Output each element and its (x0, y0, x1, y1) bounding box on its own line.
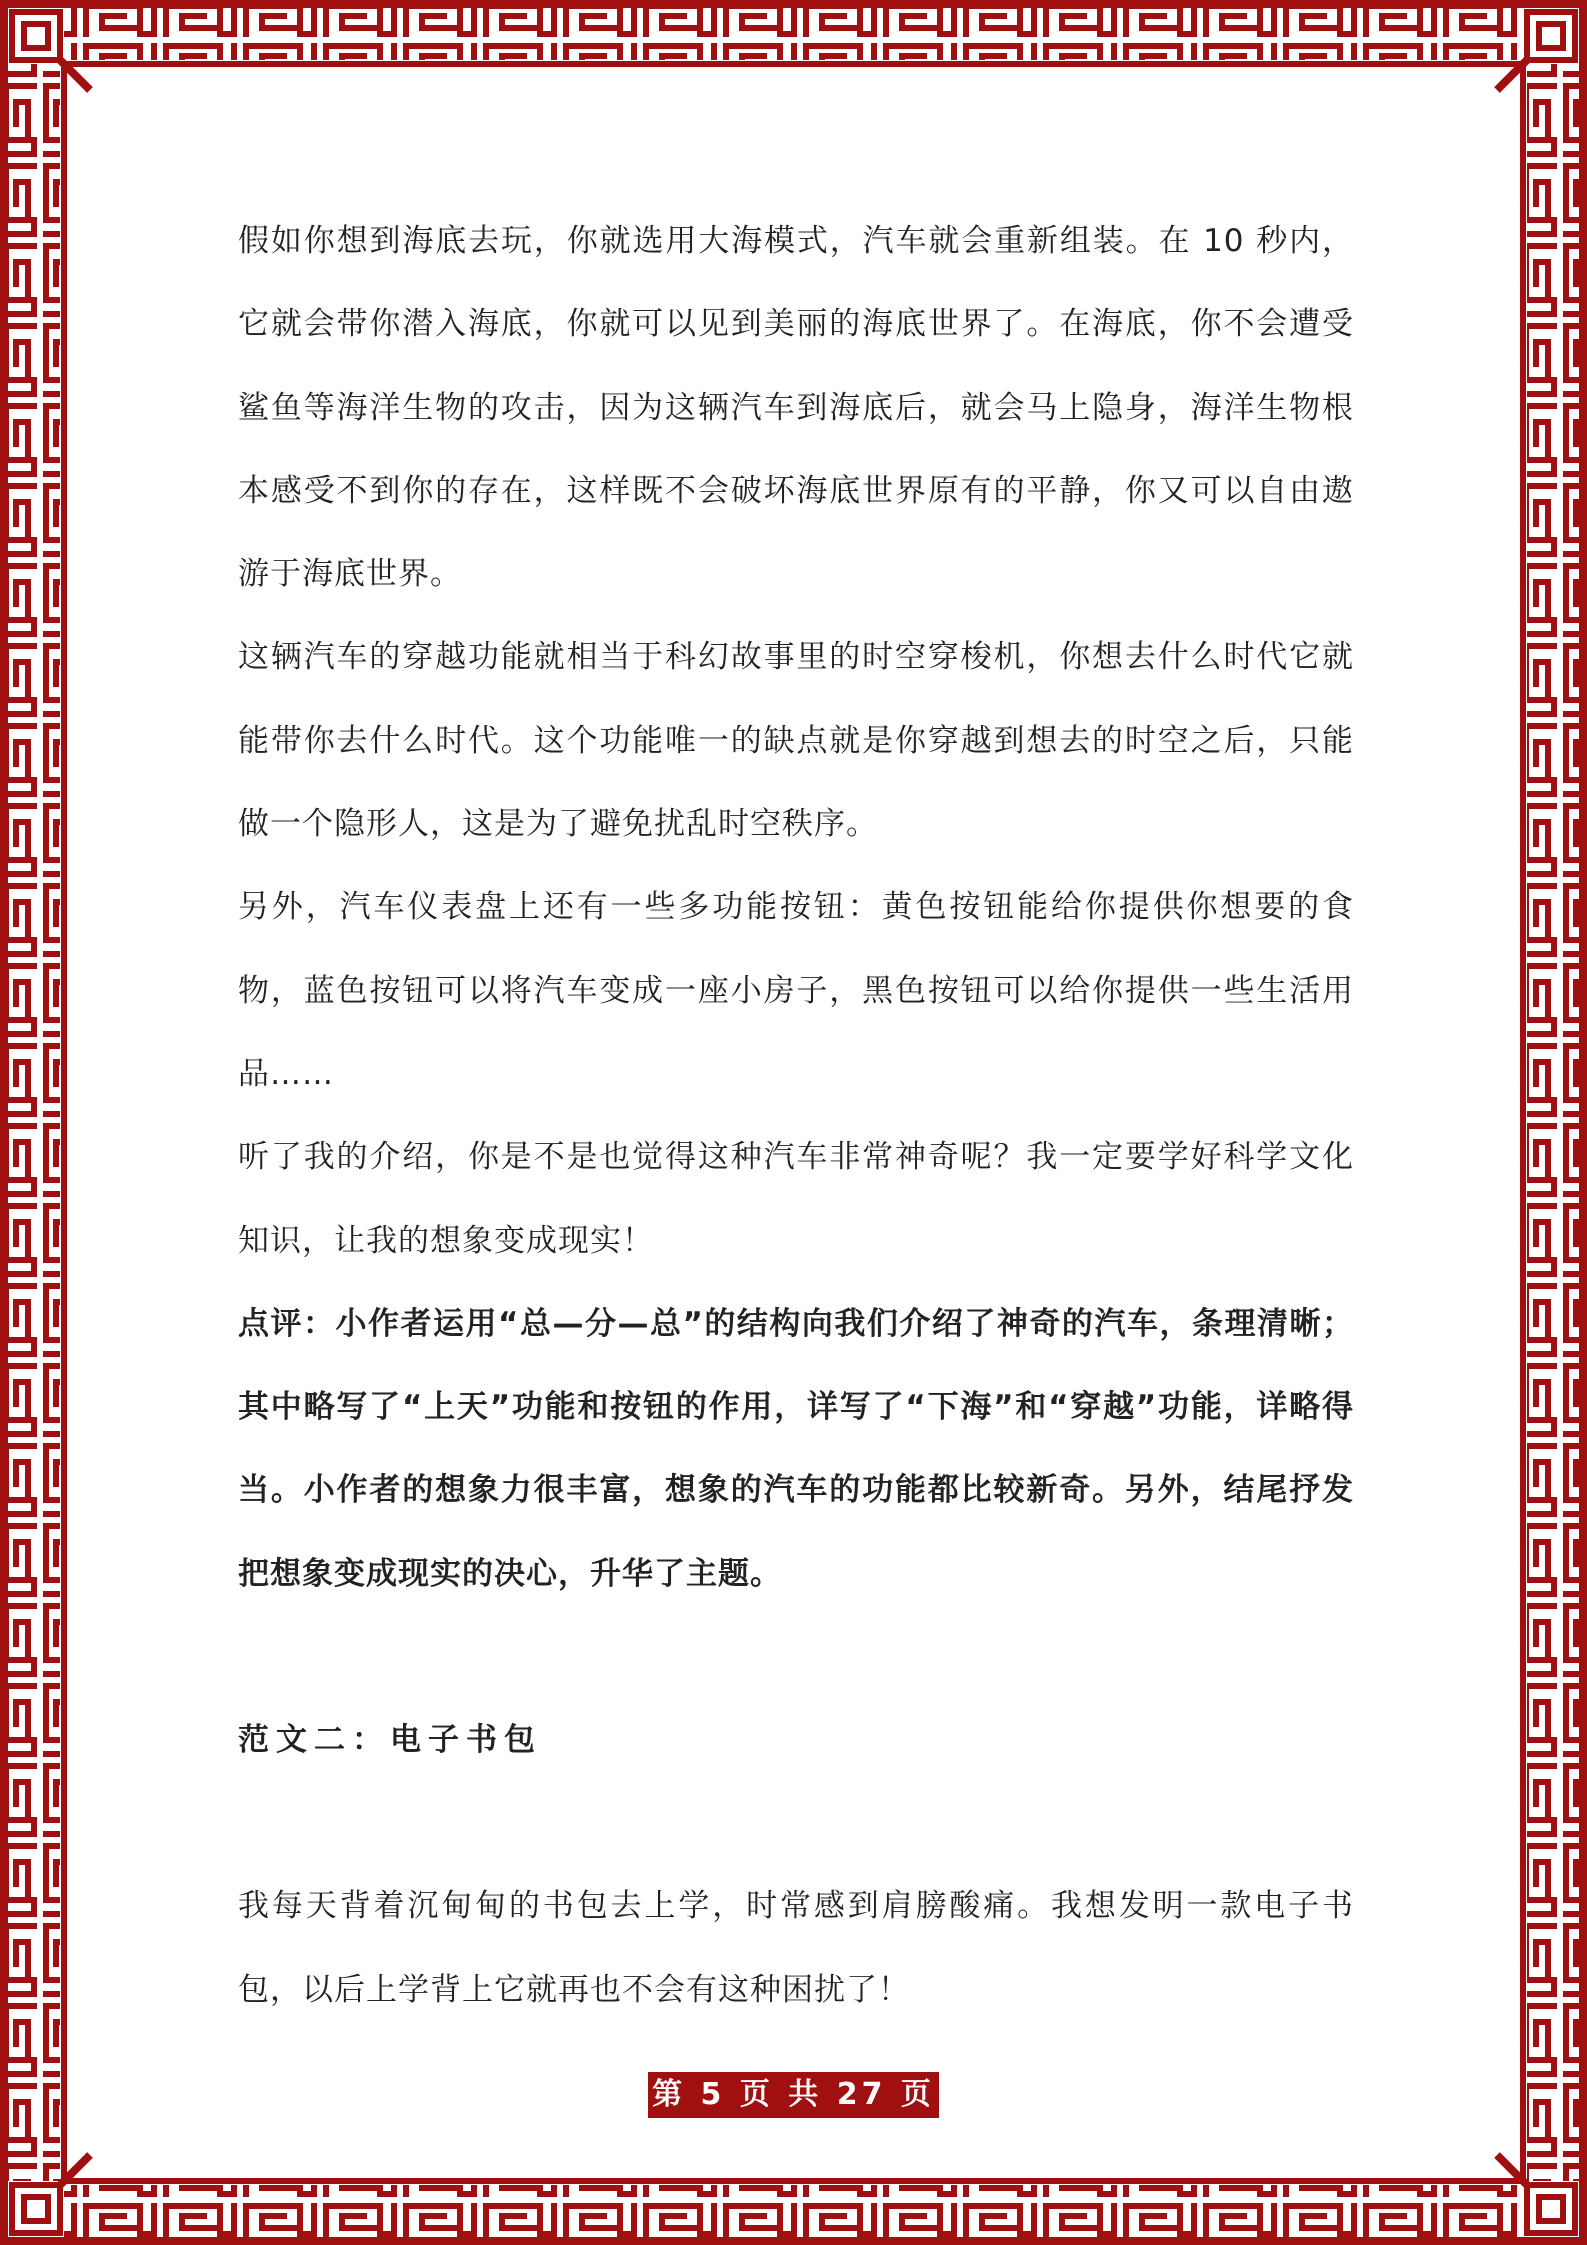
page-footer (0, 2072, 1587, 2118)
document-body (238, 200, 1354, 2032)
body-paragraph: 另外，汽车仪表盘上还有一些多功能按钮：黄色按钮能给你提供你想要的食物，蓝色按钮可以将汽车变成一座小房子，黑色按钮可以给你提供一些生活用品…… (238, 889, 1354, 1092)
spacer (238, 1616, 1354, 1699)
page-number-label: 第 5 页 共 27 页 (648, 2072, 939, 2118)
body-paragraph: 听了我的介绍，你是不是也觉得这种汽车非常神奇呢？我一定要学好科学文化知识，让我的想象变成现实！ (238, 1139, 1354, 1259)
section-title: 范文二：电子书包 (238, 1722, 542, 1759)
comment-paragraph: 点评：小作者运用“总—分—总”的结构向我们介绍了神奇的汽车，条理清晰；其中略写了“上天”功能和按钮的作用，详写了“下海”和“穿越”功能，详略得当。小作者的想象力很丰富，想象的汽车的功能都比较新奇。另外，结尾抒发把想象变成现实的决心，升华了主题。 (238, 1305, 1354, 1592)
body-paragraph: 假如你想到海底去玩，你就选用大海模式，汽车就会重新组装。在 10 秒内，它就会带你潜入海底，你就可以见到美丽的海底世界了。在海底，你不会遭受鲨鱼等海洋生物的攻击，因为这辆汽车到海底后，就会马上隐身，海洋生物根本感受不到你的存在，这样既不会破坏海底世界原有的平静，你又可以自由遨游于海底世界。 (238, 223, 1354, 593)
spacer (238, 1782, 1354, 1865)
body-paragraph: 我每天背着沉甸甸的书包去上学，时常感到肩膀酸痛。我想发明一款电子书包，以后上学背上它就再也不会有这种困扰了！ (238, 1888, 1354, 2008)
body-paragraph: 这辆汽车的穿越功能就相当于科幻故事里的时空穿梭机，你想去什么时代它就能带你去什么时代。这个功能唯一的缺点就是你穿越到想去的时空之后，只能做一个隐形人，这是为了避免扰乱时空秩序。 (238, 639, 1354, 843)
